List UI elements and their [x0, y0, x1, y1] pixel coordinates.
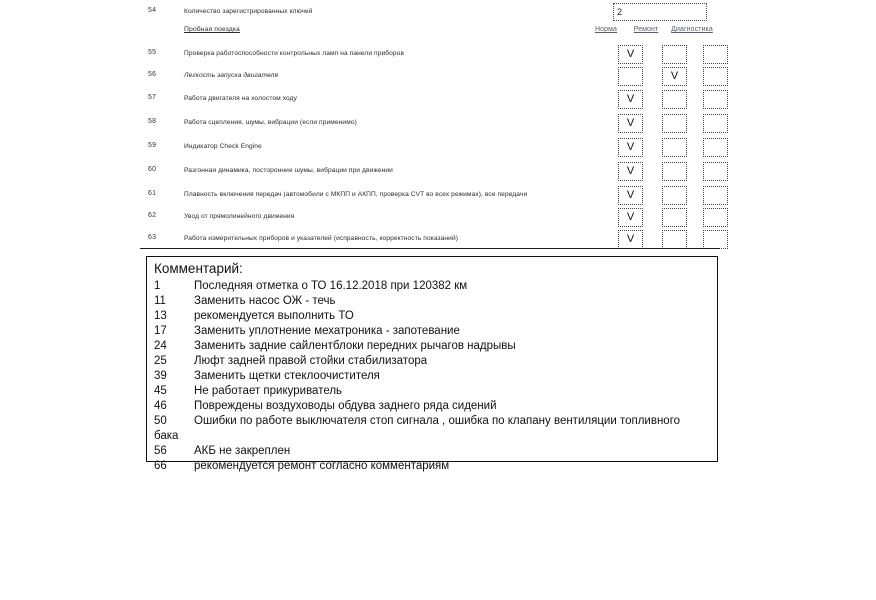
comment-line-number: 45 — [154, 385, 167, 397]
row-checkboxes — [588, 186, 720, 208]
checkbox-diagnostika[interactable] — [703, 208, 728, 227]
checkbox-norma[interactable]: V — [618, 90, 643, 109]
row-checkboxes — [588, 114, 720, 136]
checkbox-remont[interactable] — [662, 208, 687, 227]
column-header-remont: Ремонт — [633, 26, 659, 33]
row-checkboxes — [588, 90, 720, 112]
comment-line-text: Заменить щетки стеклоочистителя — [194, 370, 380, 382]
comment-line-number: 56 — [154, 445, 167, 457]
comment-line-number: 11 — [154, 295, 166, 307]
row-number: 62 — [148, 212, 157, 219]
checkbox-diagnostika[interactable] — [703, 114, 728, 133]
comment-line — [154, 399, 712, 414]
row-number: 55 — [148, 49, 157, 56]
comment-line-text: Заменить насос ОЖ - течь — [194, 295, 336, 307]
comment-line-text: рекомендуется выполнить ТО — [194, 310, 354, 322]
checkbox-remont[interactable] — [662, 45, 687, 64]
comment-line-number: 39 — [154, 370, 167, 382]
checkbox-norma[interactable]: V — [618, 162, 643, 181]
checkbox-diagnostika[interactable] — [703, 162, 728, 181]
checkbox-norma[interactable]: V — [618, 208, 643, 227]
comment-line-number: 1 — [154, 280, 161, 292]
comment-line — [154, 309, 712, 324]
checkbox-norma[interactable]: V — [618, 186, 643, 205]
column-header-diagnostika: Диагностика — [671, 26, 713, 33]
row-number: 59 — [148, 142, 157, 149]
comment-line-text: АКБ не закреплен — [194, 445, 291, 457]
checkbox-remont[interactable]: V — [662, 67, 687, 86]
row-number: 58 — [148, 118, 157, 125]
comment-line — [154, 369, 712, 384]
comment-line — [154, 429, 712, 444]
table-row — [140, 138, 720, 160]
row-label: Работа сцепления, шумы, вибрации (если применимо) — [184, 119, 357, 126]
key-count-value: 2 — [617, 7, 623, 17]
row-checkboxes — [588, 45, 720, 67]
comment-line — [154, 339, 712, 354]
comment-line-text: Заменить уплотнение мехатроника - запотевание — [194, 325, 460, 337]
comment-line-text: Ошибки по работе выключателя стоп сигнала , ошибка по клапану вентиляции топливного — [194, 415, 681, 427]
comment-line — [154, 414, 712, 429]
row-number: 61 — [148, 190, 157, 197]
comment-line-text: Не работает прикуриватель — [194, 385, 343, 397]
comment-box — [146, 256, 718, 472]
table-row — [140, 90, 720, 112]
section-subheading: Пробная поездка — [184, 26, 240, 33]
checkbox-remont[interactable] — [662, 186, 687, 205]
comment-line — [154, 384, 712, 399]
checkbox-diagnostika[interactable] — [703, 138, 728, 157]
table-row — [140, 162, 720, 184]
row-label: Легкость запуска двигателя — [184, 72, 279, 79]
checkbox-diagnostika[interactable] — [703, 45, 728, 64]
table-row — [140, 208, 720, 230]
table-bottom-rule — [140, 248, 720, 249]
checkbox-norma[interactable]: V — [618, 45, 643, 64]
comment-line-text: Повреждены воздуховоды обдува заднего ряда сидений — [194, 400, 497, 412]
row-label: Работа измерительных приборов и указателей (исправность, корректность показаний) — [184, 235, 459, 242]
comment-line — [154, 354, 712, 369]
table-row — [140, 186, 720, 208]
row-number: 54 — [148, 7, 157, 14]
comment-line-number: 46 — [154, 400, 167, 412]
row-label: Количество зарегистрированных ключей — [184, 8, 313, 15]
comment-line-number: 25 — [154, 355, 167, 367]
row-number: 56 — [148, 71, 157, 78]
checkbox-diagnostika[interactable] — [703, 90, 728, 109]
comment-line — [154, 294, 712, 309]
table-row — [140, 67, 720, 89]
comment-line-number: 17 — [154, 325, 167, 337]
comment-line-text: рекомендуется ремонт согласно комментариям — [194, 460, 450, 472]
checkbox-diagnostika[interactable] — [703, 67, 728, 86]
checkbox-norma[interactable]: V — [618, 230, 643, 249]
row-label: Индикатор Check Engine — [184, 143, 262, 150]
row-number: 60 — [148, 166, 157, 173]
checkbox-remont[interactable] — [662, 90, 687, 109]
checkbox-diagnostika[interactable] — [703, 186, 728, 205]
comment-line — [154, 444, 712, 459]
table-row — [140, 45, 720, 67]
row-checkboxes — [588, 208, 720, 230]
row-checkboxes — [588, 138, 720, 160]
comment-line-text: бака — [154, 430, 179, 442]
row-label: Плавность включения передач (автомобили с МКПП и АКПП, проверка CVT во всех режимах), все передачи — [184, 191, 528, 198]
table-row — [140, 3, 720, 25]
row-label: Проверка работоспособности контрольных ламп на панели приборов — [184, 50, 405, 57]
comment-line-text: Последняя отметка о ТО 16.12.2018 при 120382 км — [194, 280, 468, 292]
row-label: Работа двигателя на холостом ходу — [184, 95, 297, 102]
checkbox-remont[interactable] — [662, 230, 687, 249]
checkbox-norma[interactable]: V — [618, 114, 643, 133]
column-header-norma: Норма — [594, 26, 618, 33]
row-label: Увод от прямолинейного движения — [184, 213, 295, 220]
checkbox-remont[interactable] — [662, 138, 687, 157]
row-number: 63 — [148, 234, 157, 241]
row-checkboxes — [588, 162, 720, 184]
comment-line-text: Заменить задние сайлентблоки передних рычагов надрывы — [194, 340, 516, 352]
comment-line-text: Люфт задней правой стойки стабилизатора — [194, 355, 428, 367]
comment-line-number: 50 — [154, 415, 167, 427]
table-row — [140, 114, 720, 136]
comment-line — [154, 324, 712, 339]
checkbox-norma[interactable] — [618, 67, 643, 86]
checkbox-norma[interactable]: V — [618, 138, 643, 157]
row-checkboxes — [588, 67, 720, 89]
checkbox-diagnostika[interactable] — [703, 230, 728, 249]
comment-line — [154, 279, 712, 294]
comment-line-number: 13 — [154, 310, 167, 322]
check-column-headers — [588, 26, 720, 33]
comment-line — [154, 459, 712, 474]
comment-line-number: 66 — [154, 460, 167, 472]
comment-line-number: 24 — [154, 340, 167, 352]
checkbox-remont[interactable] — [662, 114, 687, 133]
row-label: Разгонная динамика, посторонние шумы, вибрации при движении — [184, 167, 393, 174]
comment-title: Комментарий: — [154, 261, 243, 276]
checkbox-remont[interactable] — [662, 162, 687, 181]
row-number: 57 — [148, 94, 157, 101]
